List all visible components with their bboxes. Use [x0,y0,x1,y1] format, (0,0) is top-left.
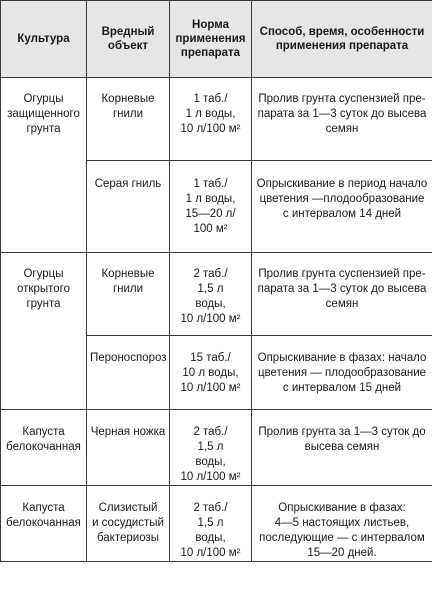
pest-cell: Слизистый и сосудистый бактериозы [87,486,170,562]
rate-cell: 2 таб./ 1,5 л воды, 10 л/100 м² [170,486,252,562]
crop-cell: Огурцы открытого грунта [1,253,87,410]
method-cell: Опрыскивание в период начало цветения —плодообразование с интервалом 14 дней [252,161,432,253]
header-method: Способ, время, особенности применения препарата [252,1,432,78]
method-cell: Опрыскивание в фазах: начало цветения — плодообразование с интервалом 15 дней [252,336,432,410]
pest-cell: Черная ножка [87,410,170,486]
crop-cell: Капуста белокочанная [1,486,87,562]
header-rate: Норма применения препарата [170,1,252,78]
pest-cell: Пероноспороз [87,336,170,410]
rate-cell: 15 таб./ 10 л воды, 10 л/100 м² [170,336,252,410]
table-header-row [1,1,432,78]
pest-cell: Корневые гнили [87,78,170,161]
rate-cell: 1 таб./ 1 л воды, 15—20 л/ 100 м² [170,161,252,253]
crop-cell: Капуста белокочанная [1,410,87,486]
crop-cell: Огурцы защищенного грунта [1,78,87,253]
rate-cell: 2 таб./ 1,5 л воды, 10 л/100 м² [170,410,252,486]
table-row [1,253,432,336]
rate-cell: 2 таб./ 1,5 л воды, 10 л/100 м² [170,253,252,336]
method-cell: Пролив грунта суспензией пре- парата за 1—3 суток до высева семян [252,253,432,336]
header-crop: Культура [1,1,87,78]
method-cell: Опрыскивание в фазах: 4—5 настоящих листьев, последующие — с интервалом 15—20 дней. [252,486,432,562]
method-cell: Пролив грунта суспензией пре- парата за 1—3 суток до высева семян [252,78,432,161]
header-pest: Вредный объект [87,1,170,78]
pest-cell: Корневые гнили [87,253,170,336]
rate-cell: 1 таб./ 1 л воды, 10 л/100 м² [170,78,252,161]
method-cell: Пролив грунта за 1—3 суток до высева семян [252,410,432,486]
table-row [1,410,432,486]
pest-cell: Серая гниль [87,161,170,253]
table-row [1,486,432,562]
table-row [1,78,432,161]
